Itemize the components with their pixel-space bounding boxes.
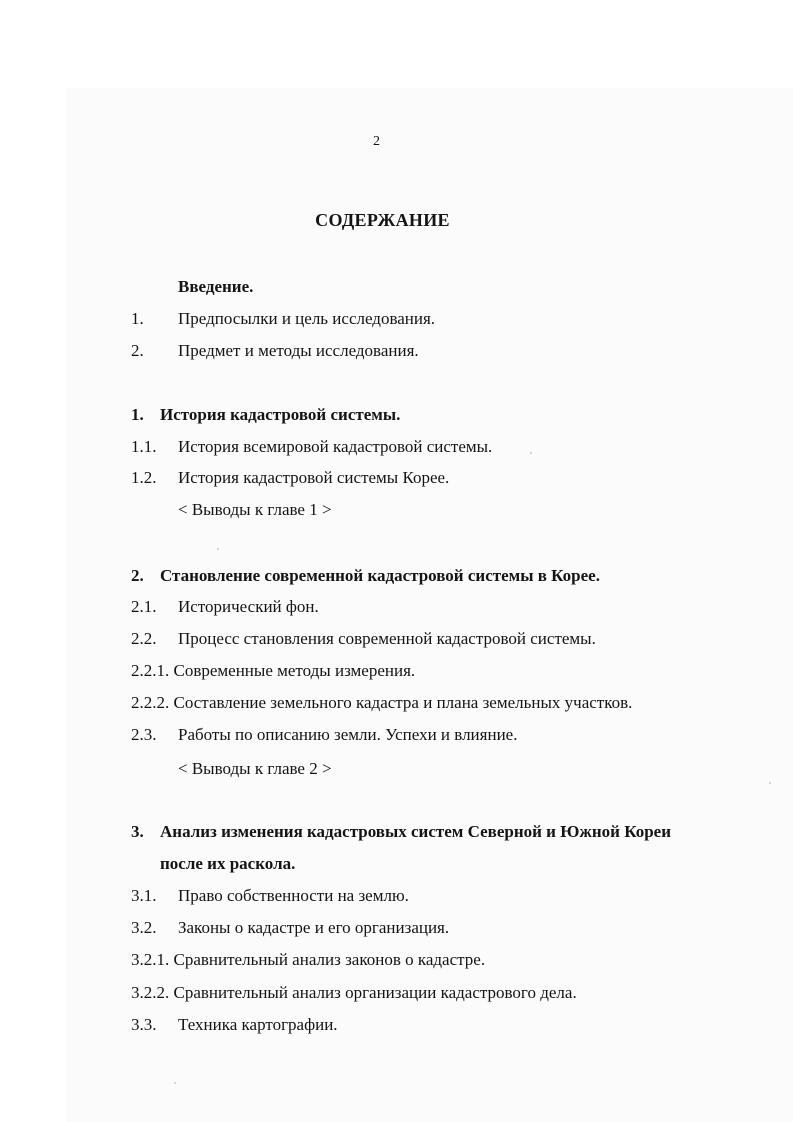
toc-entry-number: 3.2.1.	[131, 950, 170, 969]
chapter-number: 2.	[131, 566, 144, 585]
chapter-title: История кадастровой системы.	[160, 405, 401, 424]
page-title: СОДЕРЖАНИЕ	[315, 210, 450, 230]
toc-entry-text: Законы о кадастре и его организация.	[178, 918, 450, 937]
scan-speck	[769, 782, 771, 784]
toc-entry-number: 3.2.2.	[131, 983, 170, 1002]
toc-entry-text: История кадастровой системы Корее.	[178, 468, 450, 487]
toc-entry-text: Составление земельного кадастра и плана земельных участков.	[173, 693, 633, 712]
toc-entry-text: Техника картографии.	[178, 1015, 338, 1034]
toc-entry-text: История всемировой кадастровой системы.	[178, 437, 493, 456]
toc-entry-number: 1.	[131, 309, 144, 328]
toc-entry	[131, 950, 485, 970]
toc-entry-number: 2.	[131, 341, 144, 360]
chapter-2-conclusion: < Выводы к главе 2 >	[178, 759, 332, 778]
toc-entry-text: Право собственности на землю.	[178, 886, 409, 905]
toc-entry	[131, 661, 415, 681]
toc-entry-number: 2.3.	[131, 725, 157, 744]
toc-entry-number: 1.2.	[131, 468, 157, 487]
toc-entry-number: 3.3.	[131, 1015, 157, 1034]
toc-entry-text: Исторический фон.	[178, 597, 319, 616]
toc-entry-number: 2.1.	[131, 597, 157, 616]
toc-entry-text: Современные методы измерения.	[173, 661, 416, 680]
chapter-title: Анализ изменения кадастровых систем Северной и Южной Кореи	[160, 822, 671, 841]
toc-entry	[131, 983, 577, 1003]
chapter-number: 3.	[131, 822, 144, 841]
toc-entry-number: 2.2.	[131, 629, 157, 648]
scan-speck	[530, 452, 532, 454]
chapter-number: 1.	[131, 405, 144, 424]
chapter-3-heading-continuation: после их раскола.	[160, 854, 296, 873]
scan-speck	[174, 1082, 176, 1084]
chapter-title: Становление современной кадастровой системы в Корее.	[160, 566, 600, 585]
toc-entry-text: Процесс становления современной кадастровой системы.	[178, 629, 596, 648]
scan-speck	[217, 548, 219, 550]
toc-entry-text: Сравнительный анализ законов о кадастре.	[173, 950, 486, 969]
toc-entry-number: 2.2.2.	[131, 693, 170, 712]
chapter-1-conclusion: < Выводы к главе 1 >	[178, 500, 332, 519]
toc-entry-text: Предпосылки и цель исследования.	[178, 309, 436, 328]
toc-entry-number: 3.2.	[131, 918, 157, 937]
toc-entry-number: 1.1.	[131, 437, 157, 456]
toc-entry-number: 3.1.	[131, 886, 157, 905]
toc-entry-text: Сравнительный анализ организации кадастрового дела.	[173, 983, 577, 1002]
page-number: 2	[373, 134, 380, 149]
toc-entry-text: Предмет и методы исследования.	[178, 341, 419, 360]
toc-entry-number: 2.2.1.	[131, 661, 170, 680]
toc-entry	[131, 693, 632, 713]
intro-heading: Введение.	[178, 277, 254, 296]
toc-entry-text: Работы по описанию земли. Успехи и влияние.	[178, 725, 518, 744]
